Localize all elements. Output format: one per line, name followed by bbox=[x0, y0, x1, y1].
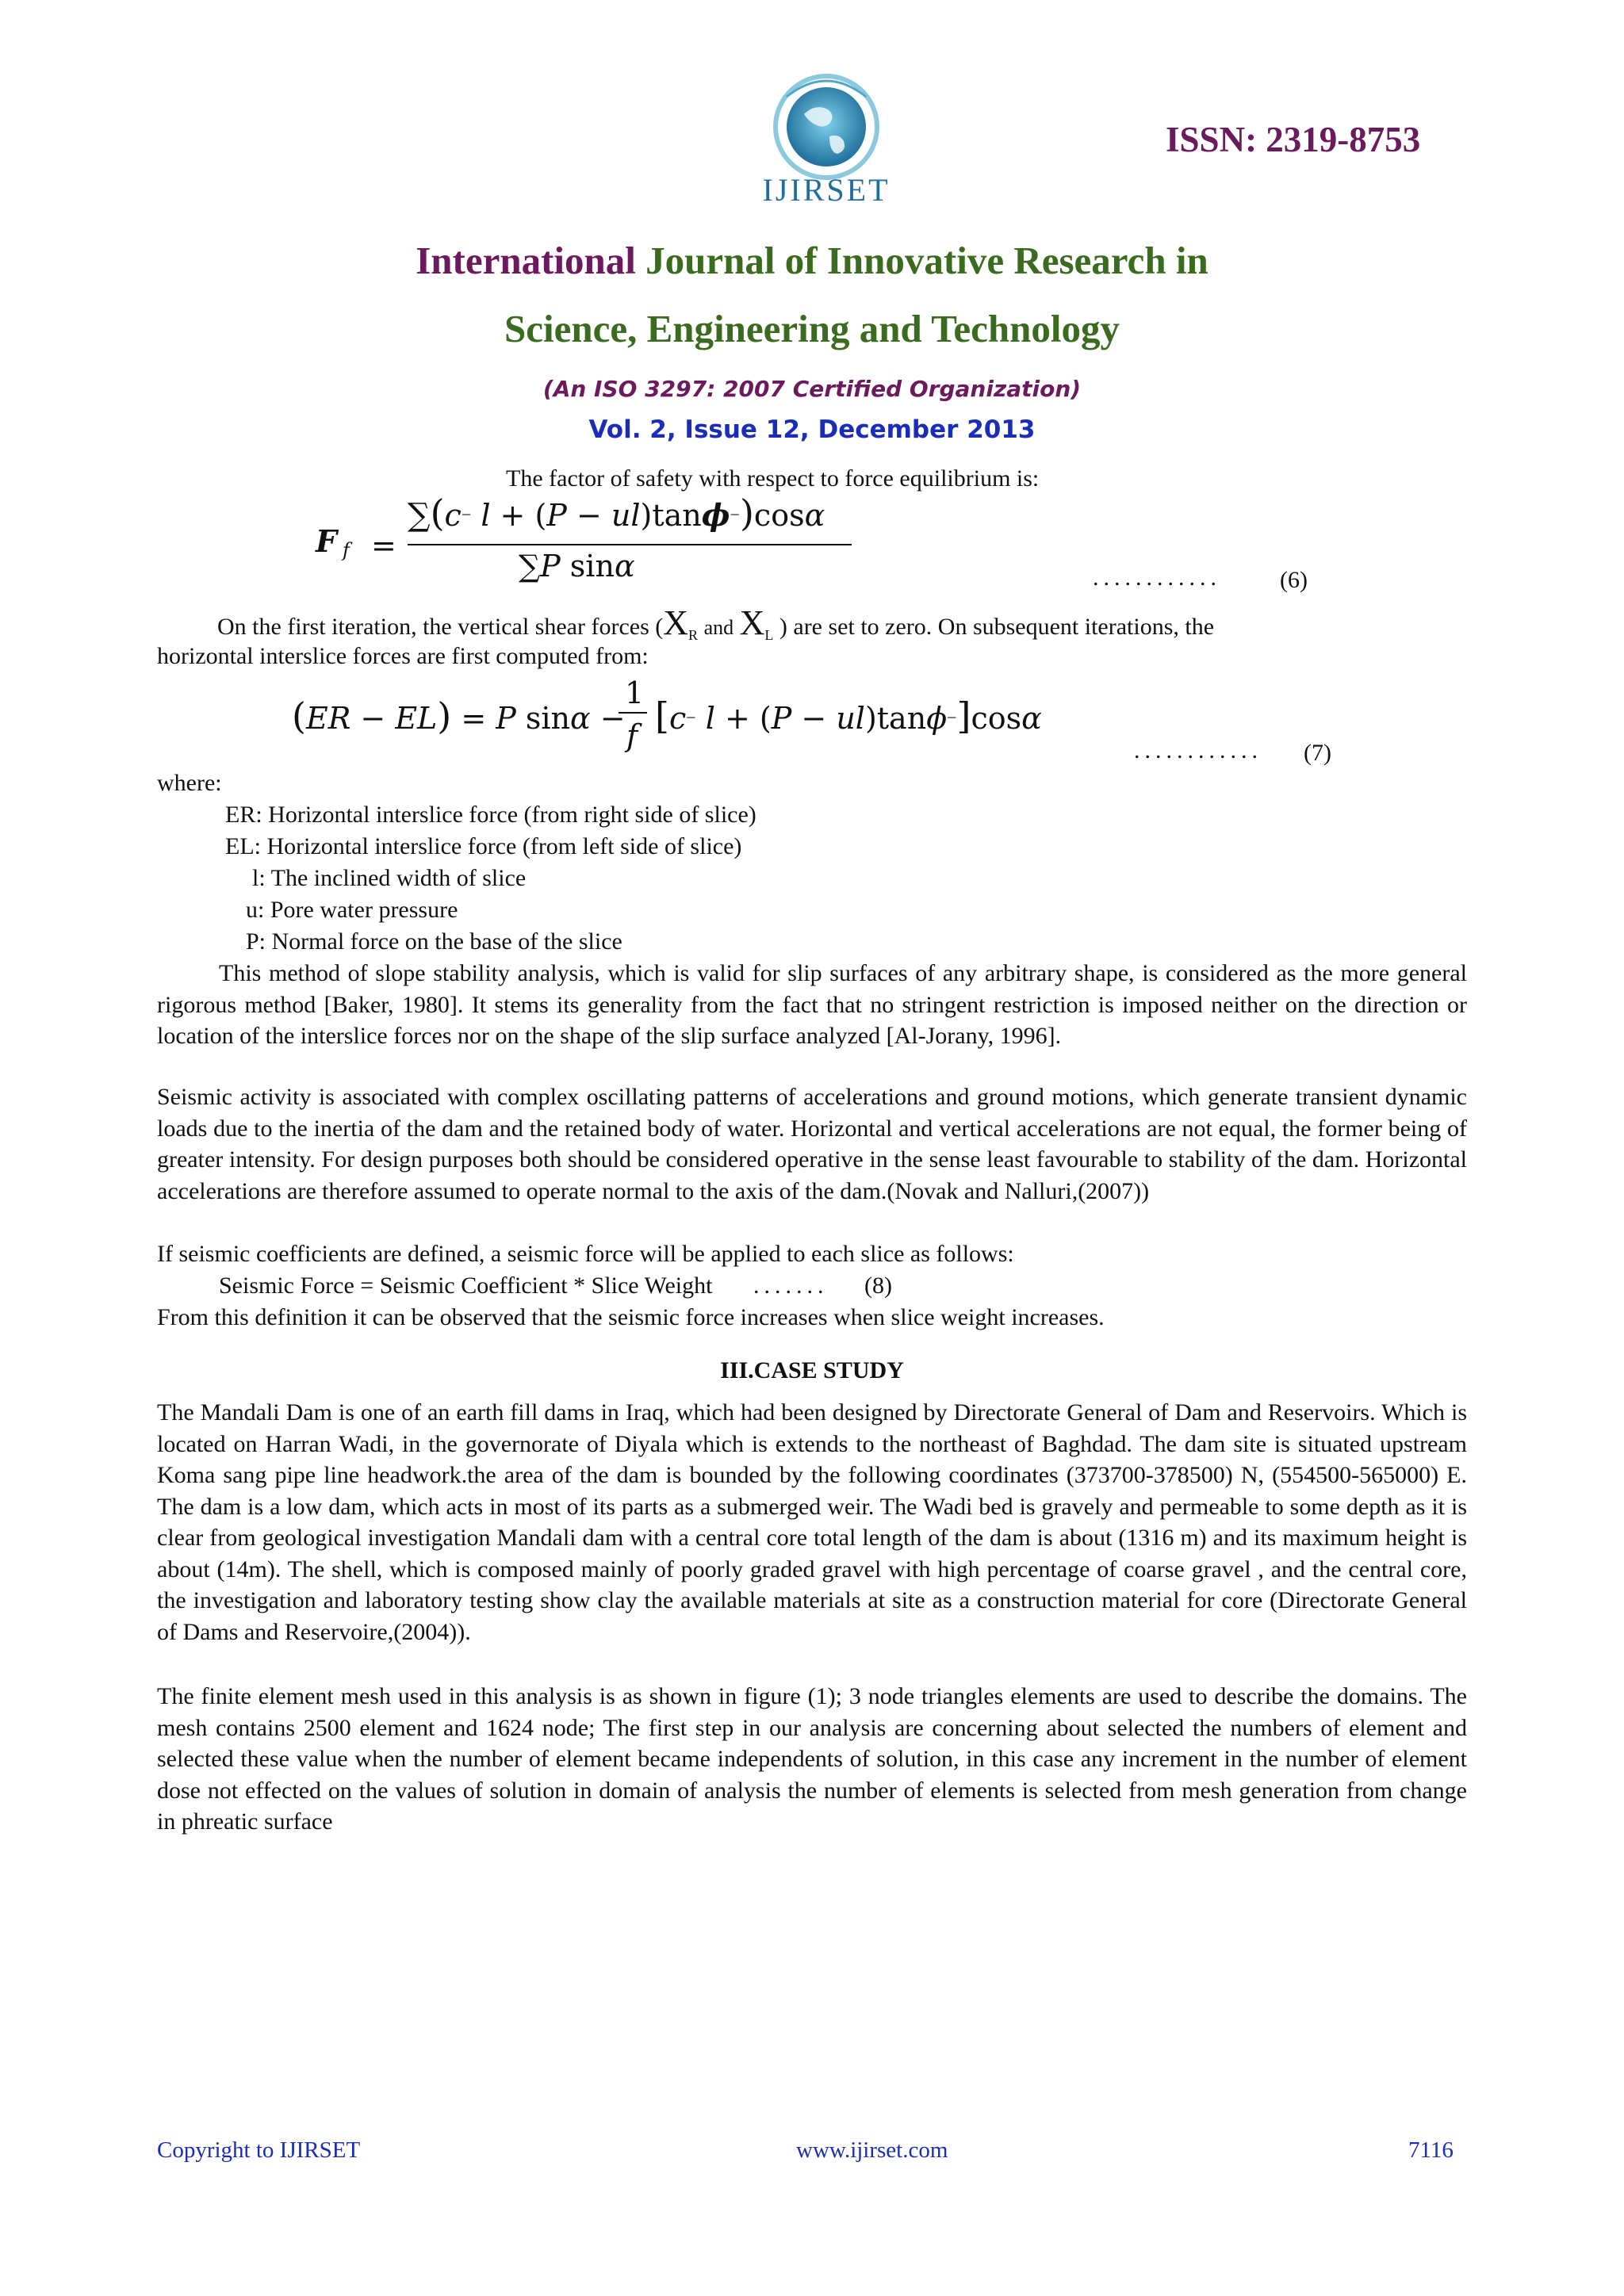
title-word: Research bbox=[1013, 239, 1166, 282]
paragraph-seismic: Seismic activity is associated with complex oscillating patterns of accelerations and ground motions, which generate transient dynamic loads due to the inertia of the dam and the retained body of water. Horizontal and vertical accelerations are not equal, the former being of greater intensity. For design purposes both should be considered operative in the sense least favourable to stability of the dam. Horizontal accelerations are therefore assumed to operate normal to the axis of the dam.(Novak and Nalluri,(2007)) bbox=[157, 1084, 1467, 1204]
paragraph-mandali: The Mandali Dam is one of an earth fill dams in Iraq, which had been designed by Directorate General of Dam and Reservoirs. Which is located on Harran Wadi, in the governorate of Diyala which is extends to the northeast of Baghdad. The dam site is situated upstream Koma sang pipe line headwork.the area of the dam is bounded by the following coordinates (373700-378500) N, (554500-565000) E. The dam is a low dam, which acts in most of its parts as a submerged weir. The Wadi bed is gravely and permeable to some depth as it is clear from geological investigation Mandali dam with a central core total length of the dam is about (1316 m) and its maximum height is about (14m). The shell, which is composed mainly of poorly graded gravel with high percentage of coarse gravel , and the central core, the investigation and laboratory testing show clay the available materials at site as a construction material for core (Directorate General of Dams and Reservoire,(2004)). bbox=[157, 1399, 1467, 1645]
xr-symbol: X bbox=[663, 603, 689, 642]
eq8-leader-dots: ....... bbox=[753, 1272, 829, 1299]
eq6-fraction-bar bbox=[408, 544, 852, 545]
journal-logo bbox=[755, 65, 898, 208]
issn-label: ISSN: 2319-8753 bbox=[1166, 120, 1421, 159]
equation-7: (ER − EL) = P sinα − 1 f [c− l + (P − ul)tanϕ−]cosα bbox=[292, 675, 1042, 753]
title-word: of bbox=[784, 239, 818, 282]
eq7-leader-dots: ............ bbox=[1134, 737, 1262, 763]
journal-title-line1 bbox=[0, 238, 1624, 283]
journal-title-line2 bbox=[0, 306, 1624, 351]
eq7-number: (7) bbox=[1304, 740, 1331, 766]
where-label: where: bbox=[157, 770, 222, 796]
xr-subscript: R bbox=[688, 627, 699, 643]
equation-6: F f = ∑(c− l + (P − ul)tanϕ−)cosα ∑P sinα bbox=[316, 490, 871, 593]
volume-issue: Vol. 2, Issue 12, December 2013 bbox=[588, 415, 1036, 444]
definition-p: P: Normal force on the base of the slice bbox=[246, 928, 622, 955]
eq8-number: (8) bbox=[864, 1272, 892, 1299]
title-word: Journal bbox=[645, 239, 776, 282]
paragraph-definition: From this definition it can be observed that the seismic force increases when slice weight increases. bbox=[157, 1304, 1105, 1330]
definition-er: ER: Horizontal interslice force (from right side of slice) bbox=[225, 802, 756, 828]
xl-symbol: X bbox=[739, 603, 765, 642]
paragraph-method: This method of slope stability analysis, which is valid for slip surfaces of any arbitrary shape, is considered as the more general rigorous method [Baker, 1980]. It stems its generality from the fact that no stringent restriction is imposed neither on the direction or location of the interslice forces nor on the shape of the slip surface analyzed [Al-Jorany, 1996]. bbox=[157, 960, 1467, 1049]
eq6-number: (6) bbox=[1280, 567, 1308, 593]
title-word: Science, bbox=[504, 307, 638, 350]
eq6-denominator: ∑P sinα bbox=[519, 549, 635, 584]
eq8-text: Seismic Force = Seismic Coefficient * Slice Weight bbox=[219, 1272, 713, 1299]
footer-page-number: 7116 bbox=[1408, 2137, 1454, 2163]
eq6-intro: The factor of safety with respect to force equilibrium is: bbox=[506, 465, 1040, 492]
footer-website-link[interactable]: www.ijirset.com bbox=[796, 2137, 948, 2163]
iteration-text-a: On the first iteration, the vertical shear forces ( bbox=[217, 614, 664, 640]
equation-8 bbox=[219, 1270, 892, 1302]
eq6-leader-dots: ............ bbox=[1093, 564, 1221, 591]
definition-l: l: The inclined width of slice bbox=[252, 865, 527, 891]
title-word: Technology bbox=[931, 307, 1120, 350]
title-word: International bbox=[416, 239, 636, 282]
title-word: in bbox=[1175, 239, 1208, 282]
section-heading: III.CASE STUDY bbox=[720, 1357, 904, 1383]
iteration-and: and bbox=[703, 616, 734, 639]
xl-subscript: L bbox=[764, 627, 774, 643]
iteration-text-b: ) are set to zero. On subsequent iterations, the bbox=[779, 614, 1215, 640]
iteration-line2: horizontal interslice forces are first computed from: bbox=[157, 643, 649, 669]
footer-copyright: Copyright to IJIRSET bbox=[157, 2137, 361, 2163]
eq6-numerator: ∑(c− l + (P − ul)tanϕ−)cosα bbox=[408, 492, 825, 534]
paragraph-mesh: The finite element mesh used in this analysis is as shown in figure (1); 3 node triangles elements are used to describe the domains. The mesh contains 2500 element and 1624 node; The first step in our analysis are concerning about selected the numbers of element and selected these value when the number of element became independents of solution, in this case any increment in the number of element dose not effected on the values of solution in domain of analysis the number of elements is selected from mesh generation from change in phreatic surface bbox=[157, 1683, 1467, 1835]
certification-note: (An ISO 3297: 2007 Certified Organization) bbox=[542, 376, 1082, 402]
definition-u: u: Pore water pressure bbox=[246, 897, 458, 923]
paragraph-coefficients: If seismic coefficients are defined, a seismic force will be applied to each slice as follows: bbox=[157, 1241, 1014, 1267]
logo-wordmark: IJIRSET bbox=[762, 172, 891, 208]
title-word: Innovative bbox=[826, 239, 1005, 282]
title-word: and bbox=[859, 307, 922, 350]
title-word: Engineering bbox=[646, 307, 850, 350]
definition-el: EL: Horizontal interslice force (from left side of slice) bbox=[225, 833, 742, 859]
